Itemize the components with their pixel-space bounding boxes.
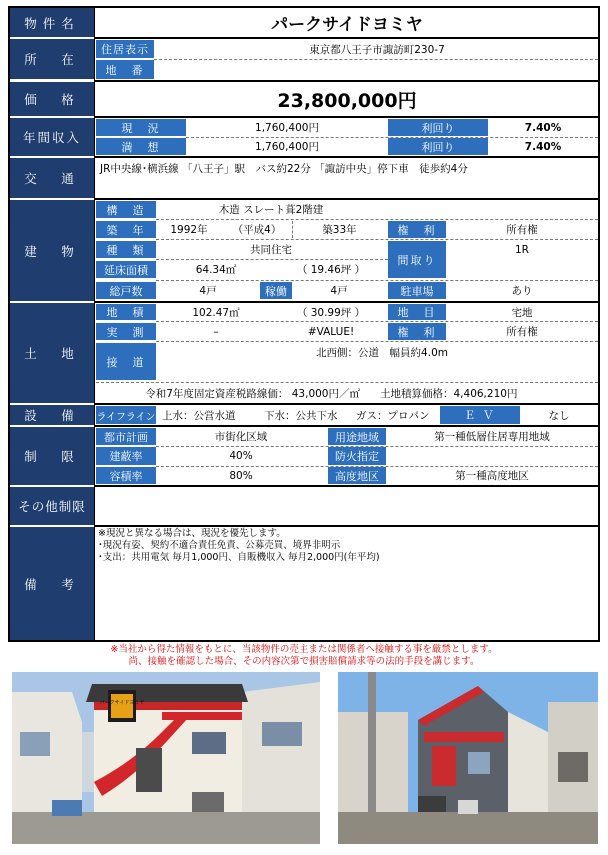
road-value: 北西側：公道 幅員約4.0m bbox=[316, 347, 448, 359]
yield-current-value: 7.40% bbox=[524, 121, 562, 134]
building-age: 築33年 bbox=[322, 224, 357, 236]
income-current-value: 1,760,400円 bbox=[255, 122, 319, 134]
road-label: 接 道 bbox=[96, 343, 156, 380]
tax-line: 令和7年度固定資産税路線価： 43,000円／㎡ bbox=[145, 387, 360, 400]
occupied-label: 稼働 bbox=[260, 282, 292, 299]
property-name: パークサイドヨミヤ bbox=[271, 15, 423, 35]
divider bbox=[156, 466, 598, 467]
floor-area-tsubo: （ 19.46坪 ） bbox=[296, 264, 366, 276]
remarks-line: ･支出：共用電気 毎月1,000円、自販機収入 毎月2,000円(年平均) bbox=[98, 552, 380, 563]
header-label: 建 物 bbox=[24, 243, 80, 259]
header-other bbox=[10, 487, 94, 525]
location-lot-label: 地 番 bbox=[96, 60, 154, 79]
building-photo-side-image bbox=[338, 672, 598, 844]
parking-label: 駐車場 bbox=[388, 282, 446, 299]
divider bbox=[94, 425, 598, 427]
header-label: 物件名 bbox=[24, 15, 80, 31]
floor-area-label: 延床面積 bbox=[96, 261, 156, 278]
lot-value bbox=[156, 60, 598, 79]
units-value: 4戸 bbox=[199, 285, 217, 297]
header-land bbox=[10, 303, 94, 403]
height-value: 第一種高度地区 bbox=[455, 470, 529, 482]
divider bbox=[94, 198, 598, 200]
city-plan-value: 市街化区域 bbox=[214, 431, 268, 443]
divider bbox=[154, 59, 598, 60]
survey-value-a: – bbox=[213, 325, 219, 338]
divider bbox=[156, 321, 598, 322]
warning-line-1: ※当社から得た情報をもとに、当該物件の売主または関係者へ接触する事を厳禁とします。 bbox=[110, 644, 498, 655]
header-label: その他制限 bbox=[18, 499, 86, 514]
parking-value: あり bbox=[511, 285, 533, 297]
building-type-value: 共同住宅 bbox=[250, 244, 292, 256]
header-restrictions bbox=[10, 427, 94, 485]
building-photo-front-image bbox=[12, 672, 320, 844]
land-area-tsubo: （ 30.99坪 ） bbox=[296, 306, 366, 319]
zone-value: 第一種低層住居専用地域 bbox=[434, 431, 550, 443]
built-era: （平成4） bbox=[232, 224, 282, 236]
divider bbox=[94, 403, 598, 405]
header-label: 土 地 bbox=[24, 346, 80, 361]
far-value: 80% bbox=[229, 469, 253, 482]
ev-value: なし bbox=[548, 409, 570, 422]
units-label: 総戸数 bbox=[96, 282, 156, 299]
building-type-label: 種 類 bbox=[96, 241, 156, 258]
yield-current-label: 利回り bbox=[388, 119, 488, 136]
layout-label: 間取り bbox=[388, 241, 446, 278]
occupied-value: 4戸 bbox=[330, 285, 348, 297]
header-label: 価 格 bbox=[24, 92, 80, 107]
zone-label: 用途地域 bbox=[328, 428, 386, 445]
income-full-value: 1,760,400円 bbox=[255, 141, 319, 153]
built-label: 築 年 bbox=[96, 221, 156, 238]
survey-label: 実 測 bbox=[96, 323, 156, 340]
income-full-label: 満 想 bbox=[96, 138, 186, 155]
remarks-line: ※現況と異なる場合は、現況を優先します。 bbox=[98, 528, 286, 539]
header-label: 年間収入 bbox=[22, 130, 81, 145]
building-right-value: 所有権 bbox=[506, 224, 538, 236]
coverage-label: 建蔽率 bbox=[96, 447, 156, 465]
land-right-value: 所有権 bbox=[506, 326, 538, 338]
header-property-name bbox=[10, 8, 94, 37]
building-right-label: 権 利 bbox=[388, 221, 446, 238]
fire-label: 防火指定 bbox=[328, 447, 386, 465]
land-category-value: 宅地 bbox=[511, 306, 533, 319]
header-label: 備 考 bbox=[24, 576, 80, 592]
yield-full-value: 7.40% bbox=[524, 140, 562, 153]
city-plan-label: 都市計画 bbox=[96, 428, 156, 445]
transport-value: JR中央線･横浜線 「八王子」駅 バス約22分 「諏訪中央」停下車 徒歩約4分 bbox=[100, 162, 468, 175]
land-category-label: 地 目 bbox=[388, 304, 446, 320]
far-label: 容積率 bbox=[96, 467, 156, 484]
divider bbox=[94, 116, 598, 118]
structure-label: 構 造 bbox=[96, 201, 156, 218]
divider bbox=[96, 382, 598, 383]
address-value: 東京都八王子市諏訪町230-7 bbox=[309, 43, 445, 56]
header-transport bbox=[10, 158, 94, 198]
remarks-block bbox=[98, 528, 596, 638]
header-location bbox=[10, 39, 94, 79]
header-label: 交 通 bbox=[24, 171, 80, 186]
built-year: 1992年 bbox=[170, 224, 208, 236]
divider bbox=[94, 8, 95, 640]
layout-value: 1R bbox=[515, 243, 529, 256]
gas-value: ガス：プロパン bbox=[356, 409, 430, 422]
tax-total: 土地積算価格：4,406,210円 bbox=[380, 387, 518, 400]
location-display-label: 住居表示 bbox=[96, 40, 154, 58]
income-current-label: 現 況 bbox=[96, 119, 186, 136]
fire-value bbox=[386, 447, 598, 465]
yield-full-label: 利回り bbox=[388, 138, 488, 155]
divider bbox=[156, 219, 598, 220]
warning-line-2: 尚、接触を確認した場合、その内容次第で損害賠償請求等の法的手段を講じます。 bbox=[128, 656, 480, 667]
price-value: 23,800,000円 bbox=[277, 89, 417, 112]
height-label: 高度地区 bbox=[328, 467, 386, 484]
land-area-label: 地 積 bbox=[96, 304, 156, 320]
divider bbox=[156, 341, 598, 342]
sign-text: パークサイドヨミヤ bbox=[99, 700, 145, 706]
land-right-label: 権 利 bbox=[388, 323, 446, 340]
lifeline-label: ライフライン bbox=[96, 406, 156, 424]
header-label: 設 備 bbox=[24, 408, 80, 423]
header-label: 制 限 bbox=[24, 449, 80, 464]
ev-label: Ｅ Ｖ bbox=[440, 406, 520, 424]
sewer-value: 下水：公共下水 bbox=[264, 409, 338, 422]
other-restrictions-value bbox=[96, 487, 598, 525]
header-facilities bbox=[10, 405, 94, 425]
divider bbox=[156, 280, 598, 281]
divider bbox=[186, 137, 598, 138]
header-income bbox=[10, 118, 94, 156]
header-label: 所 在 bbox=[24, 52, 80, 67]
coverage-value: 40% bbox=[229, 450, 253, 462]
divider bbox=[156, 239, 598, 240]
header-price bbox=[10, 82, 94, 116]
remarks-line: ･現況有姿、契約不適合責任免責、公募売買、境界非明示 bbox=[98, 540, 341, 551]
header-building bbox=[10, 200, 94, 301]
divider bbox=[94, 301, 598, 303]
header-remarks bbox=[10, 527, 94, 640]
floor-area-m2: 64.34㎡ bbox=[195, 264, 237, 276]
building-photo-side bbox=[338, 672, 598, 844]
structure-value: 木造 スレート葺2階建 bbox=[218, 204, 324, 216]
water-value: 上水：公営水道 bbox=[162, 409, 236, 422]
land-area-m2: 102.47㎡ bbox=[192, 306, 240, 319]
divider bbox=[156, 259, 388, 260]
divider bbox=[156, 446, 598, 447]
divider bbox=[94, 37, 598, 39]
building-photo-front bbox=[12, 672, 320, 844]
divider bbox=[94, 525, 598, 527]
survey-value-b: #VALUE! bbox=[307, 325, 355, 338]
